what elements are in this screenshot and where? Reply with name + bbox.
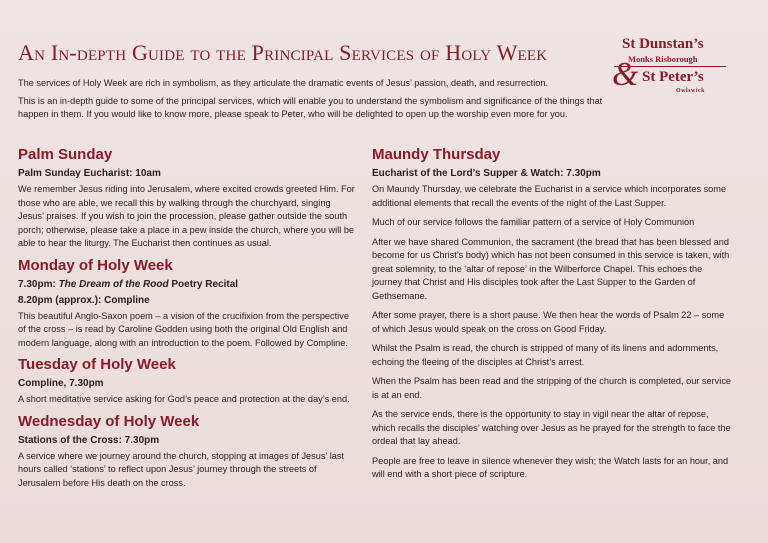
service-time: Compline, 7.30pm bbox=[18, 378, 104, 389]
service-time: Palm Sunday Eucharist: 10am bbox=[18, 168, 161, 179]
section-paragraph: People are free to leave in silence whenever they wish; the Watch lasts for an hour, and will end with a short piece of scripture. bbox=[372, 455, 729, 479]
parish-logo bbox=[608, 36, 732, 106]
intro-paragraph: The services of Holy Week are rich in symbolism, as they articulate the dramatic events of Jesus’ passion, death, and resurrection. bbox=[18, 78, 549, 88]
service-time-label: 7.30pm: bbox=[18, 278, 59, 290]
section-heading: Palm Sunday bbox=[18, 146, 113, 163]
section-body: We remember Jesus riding into Jerusalem, where excited crowds greeted Him. For those who are able, we recall this by walking through the churchyard, singing Jesus’ praises. If you wish to join the procession, please gather outside the south porch; otherwise, please take a place in a pew inside the church, where you will be able to hear the liturgy. The Eucharist then continues as usual. bbox=[18, 184, 355, 248]
service-time: Stations of the Cross: 7.30pm bbox=[18, 434, 160, 446]
logo-st-dunstans: St Dunstan’s bbox=[622, 36, 704, 52]
section-wednesday bbox=[18, 413, 358, 491]
service-time: Eucharist of the Lord’s Supper & Watch: 7.30pm bbox=[372, 168, 601, 179]
logo-monks-risborough: Monks Risborough bbox=[628, 54, 698, 64]
section-body: This beautiful Anglo-Saxon poem – a vision of the crucifixion from the perspective of the cross – is read by Caroline Godden using both the original Old English and modern language, along with an introduction to the poem. Followed by Compline. bbox=[18, 310, 349, 348]
intro-paragraph: This is an in-depth guide to some of the principal services, which will enable you to understand the symbolism and significance of the things that happen in them. If you would like to know more, please speak to Peter, who will be delighted to open up the worship even more for you. bbox=[18, 96, 603, 119]
section-body: A service where we journey around the church, stopping at images of Jesus’ last hours called ‘stations’ to reflect upon Jesus’ journey through the streets of Jerusalem before His death on the cross. bbox=[18, 450, 344, 488]
section-body: A short meditative service asking for God’s peace and protection at the day’s end. bbox=[18, 394, 350, 404]
section-paragraph: After some prayer, there is a short pause. We then hear the words of Psalm 22 – some of which Jesus would speak on the cross on Good Friday. bbox=[372, 310, 725, 334]
logo-st-peters: St Peter’s bbox=[642, 69, 704, 85]
intro bbox=[18, 77, 618, 126]
service-time bbox=[18, 278, 358, 292]
logo-ampersand: & bbox=[612, 56, 639, 93]
section-paragraph: Much of our service follows the familiar pattern of a service of Holy Communion bbox=[372, 217, 695, 227]
section-heading: Monday of Holy Week bbox=[18, 256, 173, 274]
service-time: 8.20pm (approx.): Compline bbox=[18, 294, 150, 306]
section-paragraph: When the Psalm has been read and the stripping of the church is completed, our service is at an end. bbox=[372, 376, 732, 400]
page-title: An In-depth Guide to the Principal Services of Holy Week bbox=[18, 40, 548, 65]
service-name: Poetry Recital bbox=[168, 278, 239, 290]
section-monday bbox=[18, 257, 358, 351]
section-heading: Tuesday of Holy Week bbox=[18, 356, 176, 373]
logo-owlswick: Owlswick bbox=[676, 88, 706, 94]
section-paragraph: After we have shared Communion, the sacrament (the bread that has been blessed and become for us Christ’s body) which has not been consumed in this service is taken, with great solemnity, to the ‘altar of repose’ in the Wilberforce Chapel. This echoes the journey that Christ and His disciples took after the Last Supper to the Garden of Gethsemane. bbox=[372, 236, 730, 301]
section-paragraph: As the service ends, there is the opportunity to stay in vigil near the altar of repose, which recalls the disciples’ watching over Jesus as he prayed for the strength to face the ordeal that lay ahead. bbox=[372, 409, 731, 446]
section-heading: Maundy Thursday bbox=[372, 146, 501, 163]
section-heading: Wednesday of Holy Week bbox=[18, 412, 200, 430]
poem-title: The Dream of the Rood bbox=[58, 278, 169, 290]
section-paragraph: Whilst the Psalm is read, the church is stripped of many of its linens and adornments, echoing the fleeing of the disciples at Christ’s arrest. bbox=[372, 343, 719, 367]
right-column bbox=[372, 146, 732, 488]
section-paragraph: On Maundy Thursday, we celebrate the Eucharist in a service which incorporates some additional elements that recall the events of the night of the Last Supper. bbox=[372, 184, 727, 208]
left-column bbox=[18, 146, 358, 496]
section-tuesday bbox=[18, 356, 358, 407]
section-palm-sunday bbox=[18, 146, 358, 251]
